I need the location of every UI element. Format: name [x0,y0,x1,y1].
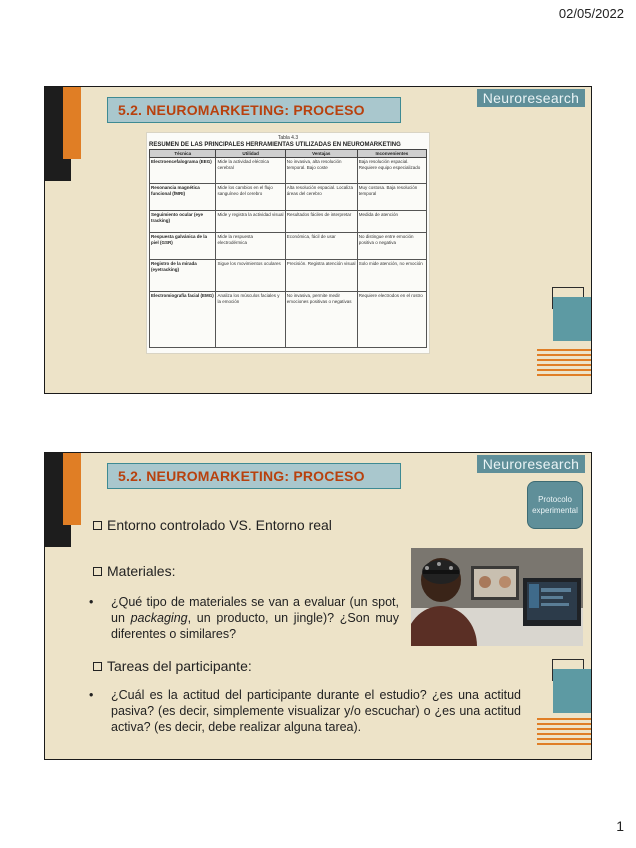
page-number: 1 [616,818,624,834]
bullet-symbol: • [89,595,94,609]
table-cell: No distingue entre emoción positiva o negativa [357,233,426,260]
decorative-orange-stripes [537,718,591,748]
heading-materials [93,563,175,579]
table-header-cell: Ventajas [285,150,357,158]
bullet-text-part: , un producto, un jingle)? ¿Son muy diferentes o similares? [111,611,399,641]
protocol-badge: Protocolo experimental [527,481,583,529]
table-caption: Tabla 4.3 [277,135,299,141]
table-cell: Analiza los músculos faciales y la emoción [216,292,285,348]
bullet-tasks [89,687,521,735]
table-cell: Respuesta galvánica de la piel (GSR) [150,233,216,260]
table-row [150,260,427,292]
table-cell: Resonancia magnética funcional (fMRI) [150,184,216,211]
table-cell: Electroencefalograma (EEG) [150,158,216,184]
decorative-teal-block [553,297,591,341]
table-title: RESUMEN DE LAS PRINCIPALES HERRAMIENTAS UTILIZADAS EN NEUROMARKETING [149,142,401,148]
table-header-cell: Técnica [150,150,216,158]
checkbox-icon [93,567,102,576]
table-cell: Requiere electrodos en el rostro [357,292,426,348]
table-cell: Medida de atención [357,211,426,233]
neuromarketing-tools-table-image [147,133,429,353]
heading-environment [93,517,332,533]
table-cell: Electromiografía facial (EMG) [150,292,216,348]
table-cell: Solo mide atención, no emoción [357,260,426,292]
table-cell: Sigue los movimientos oculares [216,260,285,292]
bullet-text [111,594,399,642]
heading-text: Tareas del participante: [107,658,252,674]
slide-title: 5.2. NEUROMARKETING: PROCESO [107,463,401,489]
decorative-orange-bar [63,87,81,159]
eeg-lab-photo [411,548,583,646]
decorative-orange-bar [63,453,81,525]
checkbox-icon [93,662,102,671]
bullet-text-italic: packaging [130,611,188,625]
brand-logo: Neuroresearch [477,455,585,473]
heading-tasks [93,658,252,674]
table-cell: Mide los cambios en el flujo sanguíneo del cerebro [216,184,285,211]
table-cell: Seguimiento ocular (eye tracking) [150,211,216,233]
heading-text: Entorno controlado VS. Entorno real [107,517,332,533]
slide-1 [44,86,592,394]
table-row [150,233,427,260]
bullet-materials [89,594,399,642]
table-cell: No invasiva, alta resolución temporal. Bajo coste [285,158,357,184]
tools-table [149,149,427,348]
bullet-text-part: ¿Qué tipo de materiales se van a evaluar (un spot, un [111,595,399,625]
table-cell: Mide la actividad eléctrica cerebral [216,158,285,184]
table-cell: Muy costosa. Baja resolución temporal [357,184,426,211]
table-row [150,211,427,233]
bullet-text: ¿Cuál es la actitud del participante durante el estudio? ¿es una actitud pasiva? (es decir, simplemente visualizar y/o escuchar) o ¿es una actitud activa? (es decir, debe realizar alguna tarea). [111,688,521,734]
table-header-row [150,150,427,158]
page-date: 02/05/2022 [558,6,624,21]
bullet-symbol: • [89,688,94,702]
table-cell: Alta resolución espacial. Localiza áreas del cerebro [285,184,357,211]
table-cell: Resultados fáciles de interpretar [285,211,357,233]
table-cell: Precisión. Registra atención visual [285,260,357,292]
slide-2 [44,452,592,760]
table-cell: Mide y registra la actividad visual [216,211,285,233]
decorative-teal-block [553,669,591,713]
table-cell: Económica, fácil de usar [285,233,357,260]
table-cell: Mide la respuesta electrodérmica [216,233,285,260]
table-cell: No invasiva, permite medir emociones positivas o negativas [285,292,357,348]
decorative-orange-stripes [537,349,591,379]
table-header-cell: Utilidad [216,150,285,158]
table-row [150,158,427,184]
table-header-cell: Inconvenientes [357,150,426,158]
table-cell: Registro de la mirada (eyetracking) [150,260,216,292]
table-cell: Baja resolución espacial. Requiere equipo especializado [357,158,426,184]
table-row [150,292,427,348]
brand-logo: Neuroresearch [477,89,585,107]
checkbox-icon [93,521,102,530]
eeg-lab-illustration [411,548,583,646]
slide-title: 5.2. NEUROMARKETING: PROCESO [107,97,401,123]
heading-text: Materiales: [107,563,176,579]
table-row [150,184,427,211]
